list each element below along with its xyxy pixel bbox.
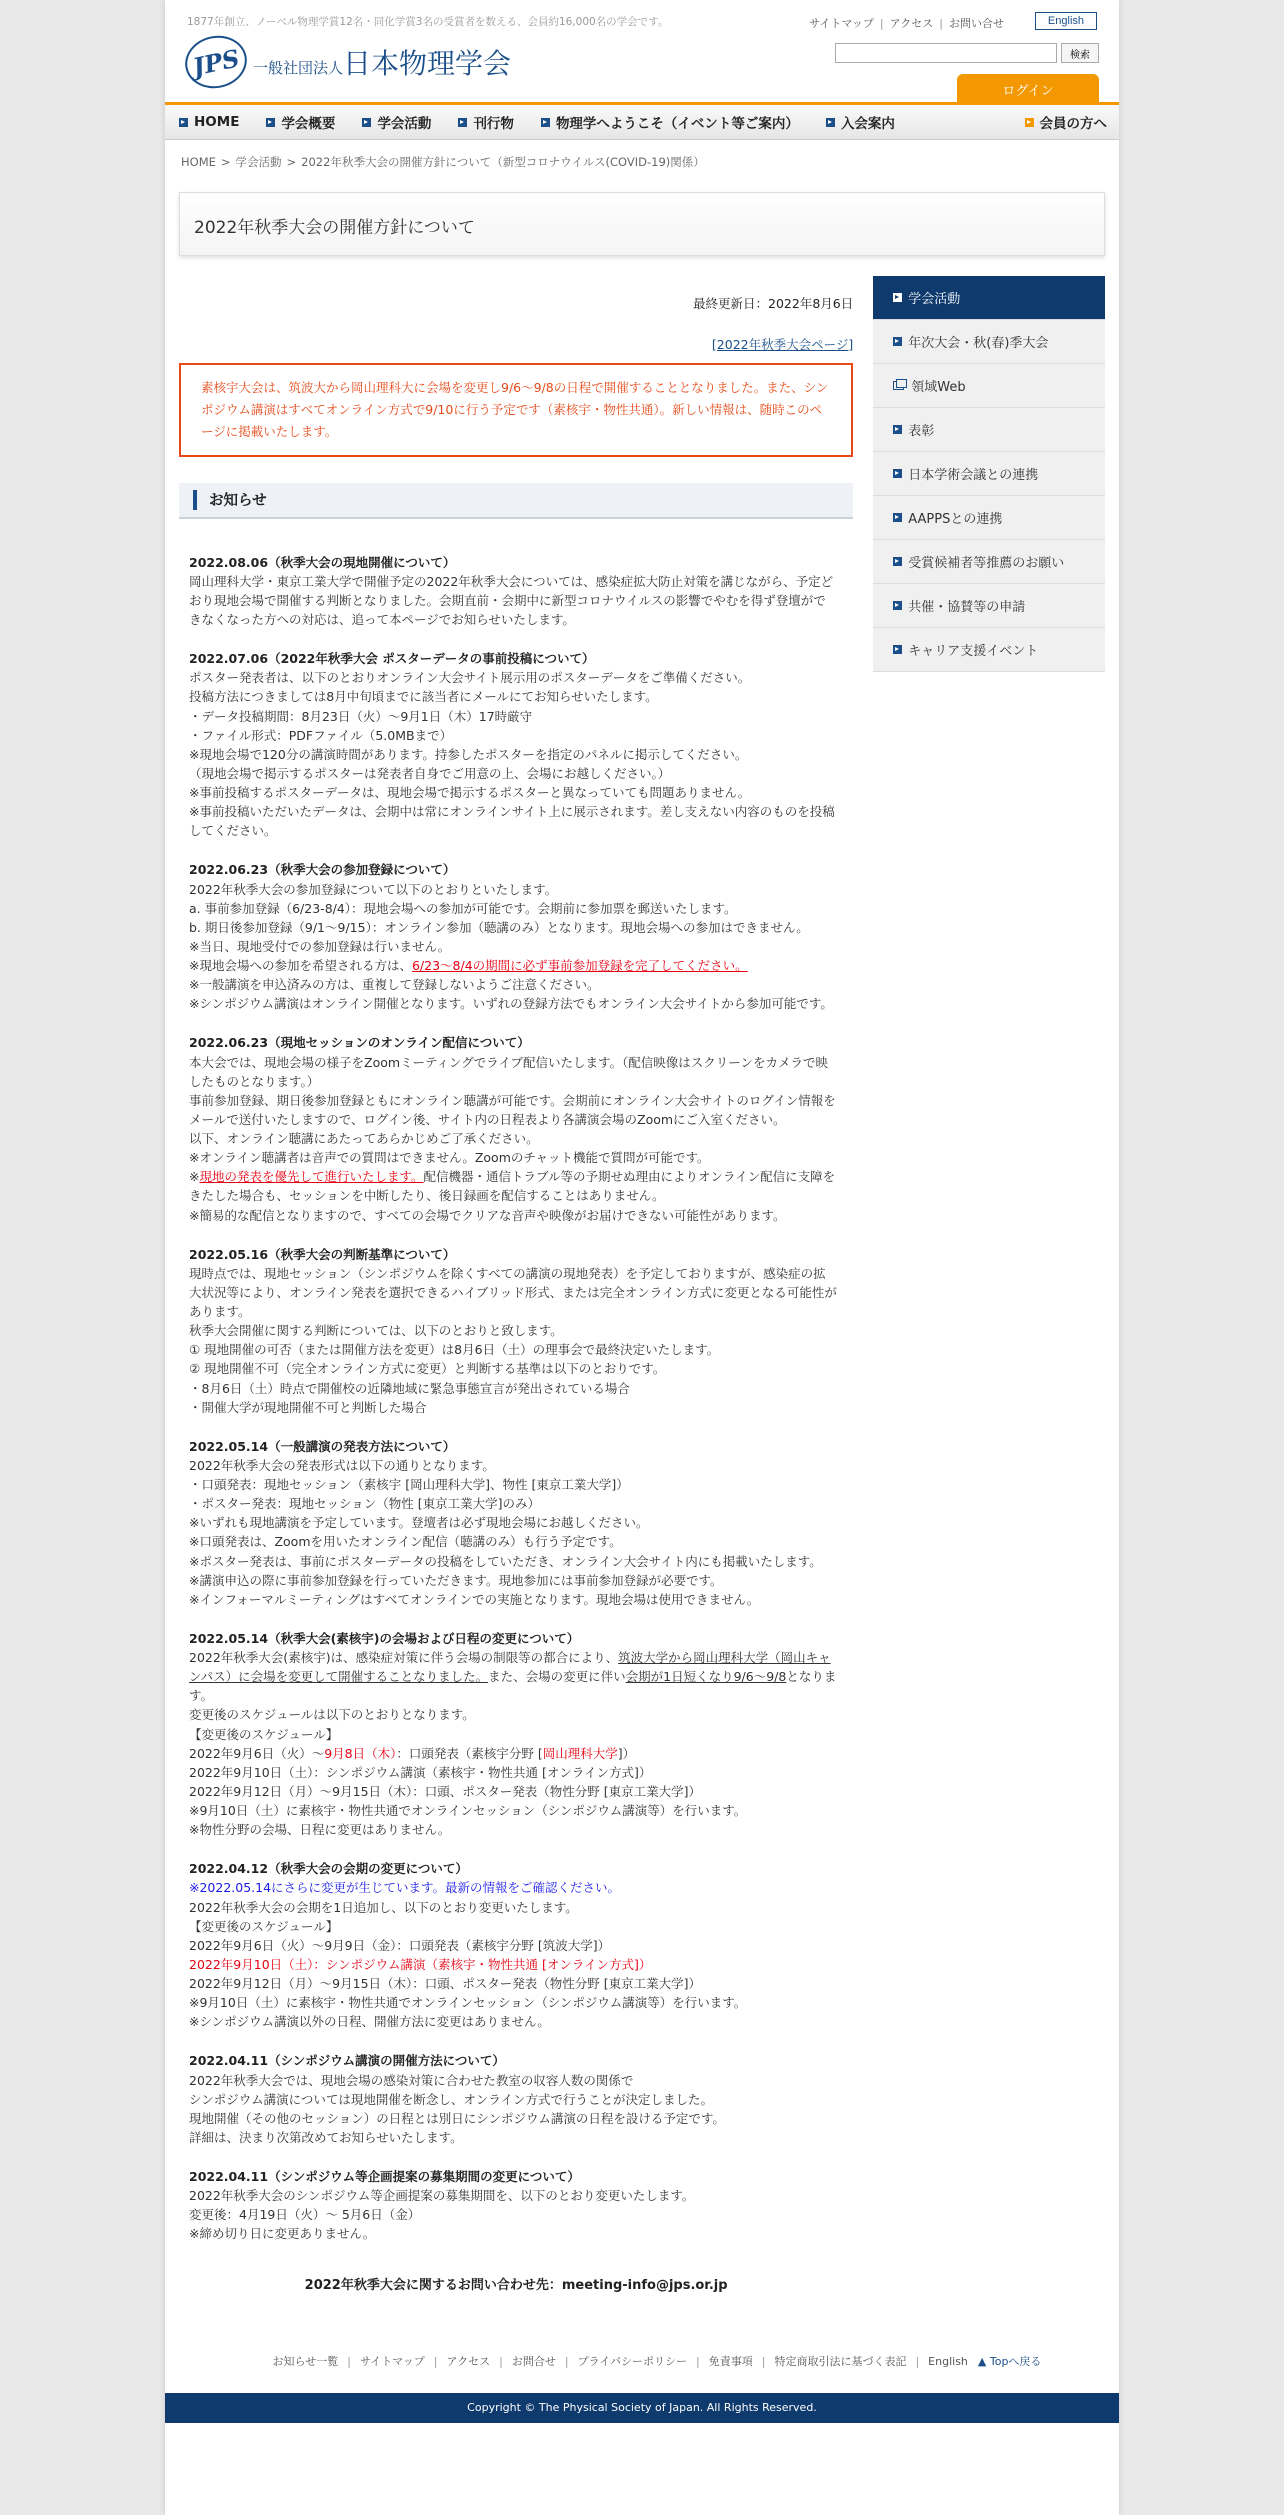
nav-label: HOME [194, 114, 240, 130]
news-line: 2022年秋季大会のシンポジウム等企画提案の募集期間を、以下のとおり変更いたします。 [189, 2188, 695, 2204]
sidebar-label: 受賞候補者等推薦のお願い [908, 556, 1065, 571]
sidebar-label: 領域Web [911, 380, 966, 395]
sidebar-label: 学会活動 [908, 292, 961, 307]
news-line: ※9月10日（土）に素核宇・物性共通でオンラインセッション（シンポジウム講演等）を行います。 [189, 1803, 747, 1818]
sidebar-label: キャリア支援イベント [908, 644, 1039, 659]
news-line: ・データ投稿期間：8月23日（火）～9月1日（木）17時厳守 [189, 708, 533, 724]
news-line: 秋季大会開催に関する判断については、以下のとおりと致します。 [189, 1323, 563, 1339]
news-item [189, 553, 837, 630]
nav-label: 刊行物 [473, 116, 514, 132]
news-line: ※当日、現地受付での参加登録は行いません。 [189, 938, 451, 954]
nav-label: 学会活動 [377, 116, 432, 132]
news-line: ポスター発表者は、以下のとおりオンライン大会サイト展示用のポスターデータをご準備ください。 [189, 670, 751, 686]
nav-members[interactable] [1025, 112, 1108, 132]
nav-welcome[interactable] [541, 112, 799, 132]
news-heading: 2022.07.06（2022年秋季大会 ポスターデータの事前投稿について） [189, 651, 595, 667]
news-emphasis: 岡山理科大学 [542, 1745, 618, 1761]
arrow-icon [893, 513, 902, 522]
news-line: ※物性分野の会場、日程に変更はありません。 [189, 1822, 451, 1838]
nav-join[interactable] [826, 112, 895, 132]
news-item [189, 2051, 837, 2147]
news-line: ・開催大学が現地開催不可と判断した場合 [189, 1399, 427, 1415]
news-line: a. 事前参加登録（6/23-8/4）：現地会場への参加が可能です。会期前に参加票を郵送いたします。 [189, 900, 737, 916]
search-form [835, 43, 1099, 63]
sidebar-item-division-web[interactable] [873, 364, 1105, 408]
arrow-icon [1025, 118, 1034, 127]
news-line: ※シンポジウム講演以外の日程、開催方法に変更はありません。 [189, 2014, 550, 2030]
logo-small: 一般社団法人 [253, 59, 344, 77]
breadcrumb-activities[interactable]: 学会活動 [235, 155, 282, 169]
arrow-icon [362, 118, 371, 127]
nav-publications[interactable] [458, 112, 514, 132]
news-line: 投稿方法につきましては8月中旬頃までに該当者にメールにてお知らせいたします。 [189, 689, 658, 705]
news-line: ② 現地開催不可（完全オンライン方式に変更）と判断する基準は以下のとおりです。 [189, 1361, 666, 1377]
toplink-access[interactable]: アクセス [889, 17, 934, 30]
news-item [189, 649, 837, 840]
back-to-top-link[interactable]: ▲ Topへ戻る [977, 2354, 1042, 2368]
news-line: ※オンライン聴講者は音声での質問はできません。Zoomのチャット機能で質問が可能です。 [189, 1150, 710, 1166]
news-item [189, 860, 837, 1013]
news-line: 変更後のスケジュールは以下のとおりとなります。 [189, 1707, 475, 1723]
news-line: 【変更後のスケジュール】 [189, 1726, 339, 1742]
sidebar-item-cosponsor[interactable] [873, 584, 1105, 628]
news-line: 2022年秋季大会の発表形式は以下の通りとなります。 [189, 1457, 495, 1473]
news-line: （現地会場で掲示するポスターは発表者自身でご用意の上、会場にお越しください。） [189, 765, 671, 781]
news-line: ※インフォーマルミーティングはすべてオンラインでの実施となります。現地会場は使用できません。 [189, 1591, 760, 1607]
news-text: また、会場の変更に伴い [488, 1669, 626, 1685]
arrow-icon [458, 118, 467, 127]
news-list [179, 519, 853, 2244]
news-line: 現地開催（その他のセッション）の日程とは別日にシンポジウム講演の日程を設ける予定です。 [189, 2110, 725, 2126]
news-line: ※いずれも現地講演を予定しています。登壇者は必ず現地会場にお越しください。 [189, 1515, 649, 1531]
news-heading: 2022.05.16（秋季大会の判断基準について） [189, 1246, 456, 1262]
news-heading: 2022.05.14（一般講演の発表方法について） [189, 1438, 456, 1454]
breadcrumb-home[interactable]: HOME [181, 155, 216, 169]
news-line: 2022年9月10日（土）：シンポジウム講演（素核宇・物性共通 [オンライン方式]） [189, 1764, 652, 1780]
arrow-icon [893, 469, 902, 478]
last-updated: 最終更新日：2022年8月6日 [693, 296, 854, 311]
news-heading: 2022.04.11（シンポジウム等企画提案の募集期間の変更について） [189, 2169, 580, 2184]
news-emphasis: 現地の発表を優先して進行いたします。 [199, 1169, 424, 1185]
news-heading: 2022.08.06（秋季大会の現地開催について） [189, 554, 456, 570]
main-content [179, 276, 853, 2293]
copyright: Copyright © The Physical Society of Japan. All Rights Reserved. [165, 2393, 1119, 2423]
footer-link-disclaimer[interactable]: 免責事項 [708, 2354, 753, 2368]
news-line: ※事前投稿いただいたデータは、会期中は常にオンラインサイト上に展示されます。差し支えない内容のものを投稿してください。 [189, 804, 835, 839]
footer-link-news[interactable]: お知らせ一覧 [272, 2354, 339, 2368]
news-line: 本大会では、現地会場の様子をZoomミーティングでライブ配信いたします。（配信映像はスクリーンをカメラで映したものとなります。） [189, 1054, 829, 1089]
nav-label: 学会概要 [281, 116, 336, 132]
news-emphasis: 6/23～8/4の期間に必ず事前参加登録を完了してください。 [411, 958, 748, 973]
breadcrumb-current: 2022年秋季大会の開催方針について（新型コロナウイルス(COVID-19)関係） [301, 155, 705, 169]
nav-label: 入会案内 [840, 116, 895, 132]
footer-link-contact[interactable]: お問合せ [511, 2354, 556, 2368]
news-underline: 会期が1日短くなり9/6～9/8 [625, 1669, 787, 1685]
news-line [189, 956, 837, 975]
news-update-note: ※2022.05.14にさらに変更が生じています。最新の情報をご確認ください。 [189, 1880, 621, 1896]
sidebar [873, 276, 1105, 2293]
news-line: ※一般講演を申込済みの方は、重複して登録しないようご注意ください。 [189, 977, 600, 993]
sidebar-label: 日本学術会議との連携 [908, 468, 1039, 483]
header [165, 0, 1119, 102]
sidebar-item-nominations[interactable] [873, 540, 1105, 584]
sidebar-label: 共催・協賛等の申請 [908, 600, 1026, 615]
news-line: シンポジウム講演については現地開催を断念し、オンライン方式で行うことが決定しました。 [189, 2091, 713, 2107]
news-line: ※9月10日（土）に素核宇・物性共通でオンラインセッション（シンポジウム講演等）を行います。 [189, 1995, 747, 2011]
news-text: ]） [617, 1745, 636, 1761]
search-input[interactable] [835, 43, 1057, 63]
news-line: 2022年秋季大会では、現地会場の感染対策に合わせた教室の収容人数の関係で [189, 2072, 634, 2088]
sidebar-label: 年次大会・秋(春)季大会 [908, 336, 1049, 351]
sidebar-item-meetings[interactable] [873, 320, 1105, 364]
news-line: 現時点では、現地セッション（シンポジウムを除くすべての講演の現地発表）を予定しておりますが、感染症の拡大状況等により、オンライン発表を選択できるハイブリッド形式、または完全オンライン方式に変更となる可能性があります。 [189, 1265, 837, 1319]
sidebar-label: AAPPSとの連携 [908, 512, 1003, 527]
english-button[interactable]: English [1035, 12, 1097, 30]
logo-text [253, 42, 511, 82]
news-line: ※簡易的な配信となりますので、すべての会場でクリアな音声や映像がお届けできない可能性があります。 [189, 1207, 786, 1223]
news-line: ・ファイル形式：PDFファイル（5.0MBまで） [189, 727, 453, 743]
news-line: b. 期日後参加登録（9/1～9/15）：オンライン参加（聴講のみ）となります。現地会場への参加はできません。 [189, 919, 809, 935]
news-item [189, 1859, 837, 2031]
breadcrumb: HOME > 学会活動 > 2022年秋季大会の開催方針について（新型コロナウイルス(COVID-19)関係） [181, 155, 705, 169]
news-item [189, 1629, 837, 1839]
news-line: 2022年9月12日（月）～9月15日（木）：口頭、ポスター発表（物性分野 [東京工業大学]） [189, 1783, 702, 1799]
news-line: 2022年9月6日（火）～9月9日（金）：口頭発表（素核宇分野 [筑波大学]） [189, 1937, 611, 1953]
news-line: 2022年9月12日（月）～9月15日（木）：口頭、ポスター発表（物性分野 [東京工業大学]） [189, 1976, 702, 1991]
news-line: ※シンポジウム講演はオンライン開催となります。いずれの登録方法でもオンライン大会サイトから参加可能です。 [189, 996, 833, 1012]
news-heading: 2022.04.12（秋季大会の会期の変更について） [189, 1861, 468, 1877]
page [165, 0, 1119, 2515]
tagline: 1877年創立、ノーベル物理学賞12名・同化学賞3名の受賞者を数える、会員約16,000名の学会です。 [187, 16, 669, 28]
news-line: ※口頭発表は、Zoomを用いたオンライン配信（聴講のみ）も行う予定です。 [189, 1534, 622, 1550]
footer-link-sitemap[interactable]: サイトマップ [359, 2354, 425, 2368]
contact-info: 2022年秋季大会に関するお問い合わせ先：meeting-info@jps.or.jp [304, 2277, 728, 2293]
arrow-icon [893, 645, 902, 654]
news-line: ※講演申込の際に事前参加登録を行っていただきます。現地参加には事前参加登録が必要です。 [189, 1572, 723, 1588]
notice-box: 素核宇大会は、筑波大から岡山理科大に会場を変更し9/6～9/8の日程で開催することとなりました。また、シンポジウム講演はすべてオンライン方式で9/10に行う予定です（素核宇・物性共通）。新しい情報は、随時このページに掲載いたします。 [179, 363, 853, 457]
arrow-icon [893, 425, 902, 434]
nav-label: 会員の方へ [1039, 116, 1107, 132]
news-underline: 筑波大学から岡山理科大学（岡山キャンパス）に会場を変更して開催することなりました。 [189, 1650, 831, 1685]
news-line [189, 1744, 837, 1763]
logo[interactable] [185, 36, 511, 88]
news-heading: 2022.06.23（現地セッションのオンライン配信について） [189, 1035, 530, 1051]
heading-bar [193, 490, 197, 510]
news-line: ① 現地開催の可否（または開催方法を変更）は8月6日（土）の理事会で最終決定いたします。 [189, 1342, 720, 1358]
news-text: ※現地会場への参加を希望される方は、 [189, 958, 412, 973]
news-line: 2022年秋季大会の参加登録について以下のとおりといたします。 [189, 881, 558, 897]
news-line: 【変更後のスケジュール】 [189, 1918, 339, 1934]
news-line: 以下、オンライン聴講にあたってあらかじめご了承ください。 [189, 1131, 539, 1146]
content-columns [165, 276, 1119, 2293]
news-text: となります。 [189, 1669, 837, 1704]
external-window-icon [893, 381, 904, 390]
search-button[interactable]: 検索 [1061, 43, 1099, 63]
news-heading: 2022.05.14（秋季大会(素核宇)の会場および日程の変更について） [189, 1630, 580, 1646]
news-line: ※締め切り日に変更ありません。 [189, 2226, 376, 2242]
news-text: 配信機器・通信トラブル等の予期せぬ理由によりオンライン配信に支障をきたした場合も、セッションを中断したり、後日録画を配信することはありません。 [189, 1169, 836, 1204]
fall-meeting-link-row [179, 335, 853, 353]
main-nav [165, 102, 1119, 140]
toplink-contact[interactable]: お問い合せ [949, 17, 1004, 30]
sidebar-item-scj[interactable] [873, 452, 1105, 496]
news-line: ・口頭発表：現地セッション（素核宇 [岡山理科大学]、物性 [東京工業大学]） [189, 1477, 629, 1492]
news-emphasis: 9月8日（木） [324, 1745, 397, 1761]
nav-about[interactable] [266, 112, 335, 132]
login-button[interactable]: ログイン [957, 74, 1099, 104]
nav-label: 物理学へようこそ（イベント等ご案内） [555, 116, 799, 132]
arrow-icon [826, 118, 835, 127]
footer-link-access[interactable]: アクセス [446, 2354, 491, 2368]
news-item [189, 2167, 837, 2244]
page-title: 2022年秋季大会の開催方針について [179, 192, 1105, 256]
news-line: 詳細は、決まり次第改めてお知らせいたします。 [189, 2129, 463, 2145]
news-line: 2022年秋季大会の会期を1日追加し、以下のとおり変更いたします。 [189, 1899, 578, 1915]
sidebar-item-aapps[interactable] [873, 496, 1105, 540]
sidebar-item-career[interactable] [873, 628, 1105, 672]
news-line: 岡山理科大学・東京工業大学で開催予定の2022年秋季大会については、感染症拡大防止対策を講じながら、予定どおり現地会場で開催する判断となりました。会期直前・会期中に新型コロナウイルスの影響でやむを得ず登壇ができなくなった方への対応は、追って本ページでお知らせいたします。 [189, 573, 834, 627]
news-line: ※事前投稿するポスターデータは、現地会場で掲示するポスターと異なっていても問題ありません。 [189, 785, 751, 800]
sidebar-item-activities[interactable] [873, 276, 1105, 320]
nav-activities[interactable] [362, 112, 431, 132]
sidebar-label: 表彰 [908, 424, 935, 439]
news-line: 変更後：4月19日（火）～ 5月6日（金） [189, 2207, 421, 2223]
news-line: ・8月6日（土）時点で開催校の近隣地域に緊急事態宣言が発出されている場合 [189, 1380, 630, 1396]
arrow-icon [893, 293, 902, 302]
news-emphasis: 2022年9月10日（土）：シンポジウム講演（素核宇・物性共通 [オンライン方式]） [189, 1956, 652, 1972]
news-line: 事前参加登録、期日後参加登録ともにオンライン聴講が可能です。会期前にオンライン大会サイトのログイン情報をメールで送付いたしますので、ログイン後、サイト内の日程表より各講演会場のZoomにご入室ください。 [189, 1092, 836, 1127]
jps-logo-icon: JPS [180, 30, 251, 94]
toplink-sitemap[interactable]: サイトマップ [809, 17, 874, 30]
news-line [189, 1167, 837, 1205]
arrow-icon [266, 118, 275, 127]
section-title: お知らせ [209, 493, 267, 510]
sidebar-item-awards[interactable] [873, 408, 1105, 452]
nav-home[interactable] [179, 114, 239, 130]
footer-link-english[interactable]: English [928, 2354, 968, 2368]
news-item [189, 1437, 837, 1609]
arrow-icon [541, 118, 550, 127]
news-text: ：口頭発表（素核宇分野 [ [396, 1745, 543, 1761]
logo-big: 日本物理学会 [343, 47, 512, 80]
section-heading [179, 483, 853, 519]
news-line: ※現地会場で120分の講演時間があります。持参したポスターを指定のパネルに掲示してください。 [189, 746, 748, 762]
news-line [189, 1648, 837, 1705]
news-item [189, 1033, 837, 1224]
news-line: ※ポスター発表は、事前にポスターデータの投稿をしていただき、オンライン大会サイト内にも掲載いたします。 [189, 1553, 822, 1569]
footer-links: お知らせ一覧 | サイトマップ | アクセス | お問合せ | プライバシーポリシー | 免責事項 | 特定商取引法に基づく表記 | English ▲ Topへ戻る [272, 2354, 1042, 2368]
fall-meeting-link[interactable]: [2022年秋季大会ページ] [711, 337, 854, 352]
arrow-icon [179, 118, 188, 127]
footer-link-commerce[interactable]: 特定商取引法に基づく表記 [774, 2354, 907, 2368]
news-item [189, 1245, 837, 1417]
news-heading: 2022.06.23（秋季大会の参加登録について） [189, 862, 456, 878]
news-heading: 2022.04.11（シンポジウム講演の開催方法について） [189, 2053, 505, 2069]
footer-link-privacy[interactable]: プライバシーポリシー [577, 2354, 688, 2368]
arrow-icon [893, 557, 902, 566]
news-text: 2022年秋季大会(素核宇)は、感染症対策に伴う会場の制限等の都合により、 [189, 1650, 619, 1665]
arrow-icon [893, 337, 902, 346]
news-text: ※ [189, 1169, 200, 1185]
arrow-icon [893, 601, 902, 610]
news-line: ・ポスター発表：現地セッション（物性 [東京工業大学]のみ） [189, 1496, 540, 1512]
news-text: 2022年9月6日（火）～ [189, 1745, 325, 1761]
top-links: サイトマップ | アクセス | お問い合せ [809, 17, 1004, 30]
